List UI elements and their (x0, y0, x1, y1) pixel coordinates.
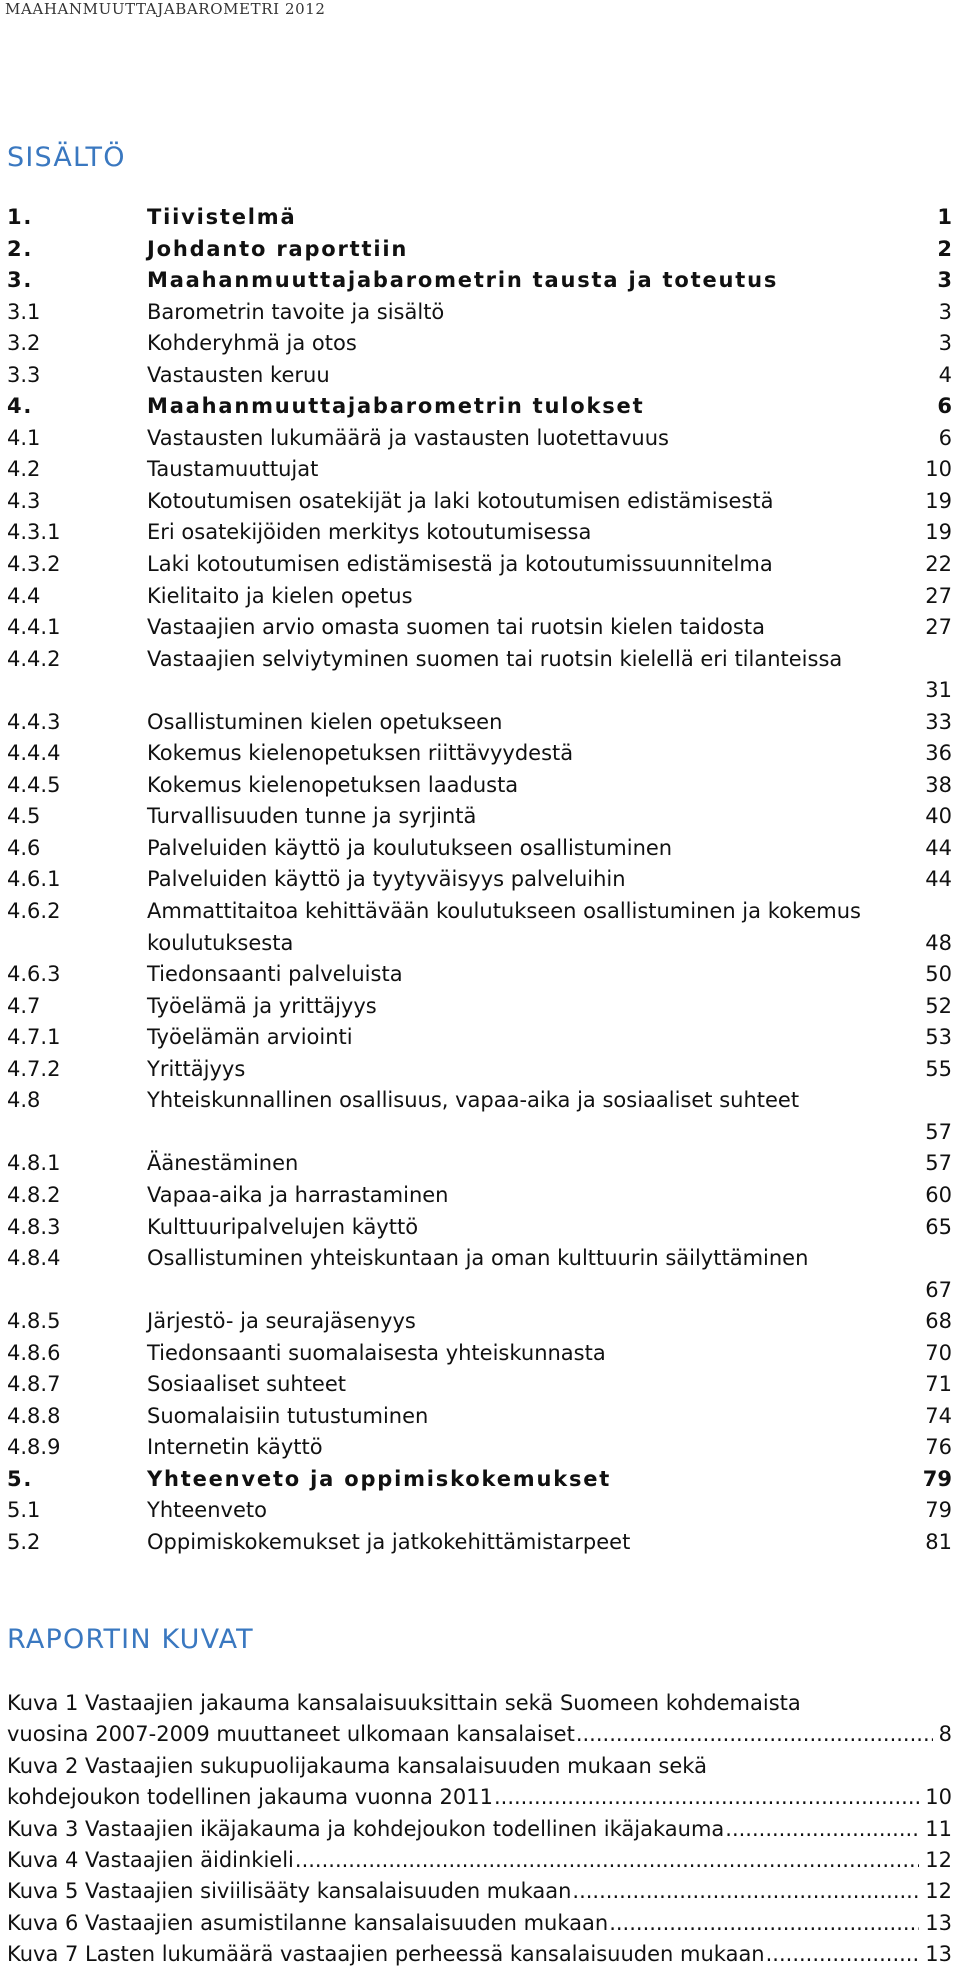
toc-entry-number: 5.1 (7, 1498, 41, 1523)
figure-entry-last-line (7, 1939, 952, 1970)
toc-entry-page: 2 (937, 236, 952, 261)
toc-entry-number: 5. (7, 1466, 34, 1491)
toc-entry-page: 50 (925, 962, 952, 987)
toc-entry-title: Kokemus kielenopetuksen laadusta (147, 772, 519, 797)
toc-entry-title: Yhteiskunnallinen osallisuus, vapaa-aika ja sosiaaliset suhteet (147, 1088, 800, 1113)
running-header: MAAHANMUUTTAJABAROMETRI 2012 (5, 0, 326, 18)
toc-entry-page: 3 (938, 299, 952, 324)
toc-entry-title: Äänestäminen (147, 1151, 299, 1176)
figure-entry-page: 10 (925, 1785, 952, 1810)
figure-entry-title-line: kohdejoukon todellinen jakauma vuonna 2011 (7, 1785, 493, 1810)
figure-entry-last-line (7, 1719, 952, 1750)
figure-entry-title-line: Kuva 3 Vastaajien ikäjakauma ja kohdejoukon todellinen ikäjakauma (7, 1816, 725, 1841)
toc-entry[interactable] (0, 896, 960, 959)
toc-entry[interactable] (0, 801, 960, 833)
toc-entry-number: 4.8.8 (7, 1403, 61, 1428)
toc-entry-title: Yhteenveto ja oppimiskokemukset (147, 1466, 612, 1491)
toc-entry-title: Kielitaito ja kielen opetus (147, 583, 413, 608)
toc-entry-title: Maahanmuuttajabarometrin tausta ja toteutus (147, 268, 779, 293)
toc-entry-title: Turvallisuuden tunne ja syrjintä (147, 804, 477, 829)
toc-entry-number: 4.8.1 (7, 1151, 61, 1176)
toc-entry-page: 31 (925, 678, 952, 703)
toc-entry-number: 4.8.6 (7, 1340, 61, 1365)
toc-entry[interactable] (0, 959, 960, 991)
toc-entry-number: 3. (7, 268, 34, 293)
figure-entry-page: 13 (925, 1942, 952, 1967)
figure-entry-title-line: Kuva 5 Vastaajien siviilisääty kansalaisuuden mukaan (7, 1879, 572, 1904)
figure-entry[interactable] (0, 1845, 960, 1876)
toc-entry[interactable] (0, 1148, 960, 1180)
toc-entry-title: Yrittäjyys (147, 1056, 246, 1081)
toc-entry-page: 44 (925, 867, 952, 892)
toc-entry-title: Palveluiden käyttö ja koulutukseen osallistuminen (147, 835, 673, 860)
toc-entry-page: 10 (925, 457, 952, 482)
toc-entry-number: 4.2 (7, 457, 41, 482)
toc-entry-title: Taustamuuttujat (147, 457, 319, 482)
toc-entry-number: 4.8 (7, 1088, 41, 1113)
toc-entry-number: 4.1 (7, 425, 41, 450)
toc-entry-page: 74 (925, 1403, 952, 1428)
toc-entry-title: Tiedonsaanti palveluista (147, 962, 403, 987)
toc-entry-page: 79 (925, 1498, 952, 1523)
toc-entry-page: 3 (938, 331, 952, 356)
toc-entry-page: 81 (925, 1529, 952, 1554)
toc-entry-title: Työelämä ja yrittäjyys (147, 993, 377, 1018)
toc-entry-number: 4.6.1 (7, 867, 61, 892)
toc-entry[interactable] (0, 1369, 960, 1401)
toc-entry-number: 4.6 (7, 835, 41, 860)
toc-entry-page: 27 (925, 615, 952, 640)
toc-entry[interactable] (0, 1306, 960, 1338)
toc-entry-page: 57 (925, 1151, 952, 1176)
figure-entry-last-line (7, 1908, 952, 1939)
toc-entry-page: 33 (925, 709, 952, 734)
toc-entry-number: 4.4 (7, 583, 41, 608)
dot-leader (576, 1719, 933, 1750)
toc-entry-page: 70 (925, 1340, 952, 1365)
toc-entry-title: Ammattitaitoa kehittävään koulutukseen osallistuminen ja kokemus koulutuksesta (147, 899, 861, 955)
toc-entry-page: 22 (925, 552, 952, 577)
toc-entry[interactable] (0, 1243, 960, 1306)
toc-entry-number: 4.7.1 (7, 1025, 61, 1050)
toc-entry-page: 1 (937, 205, 952, 229)
toc-entry[interactable] (0, 1464, 960, 1496)
toc-entry-number: 4.8.4 (7, 1246, 61, 1271)
figure-entry-last-line (7, 1782, 952, 1813)
toc-entry-page: 36 (925, 741, 952, 766)
toc-entry-number: 5.2 (7, 1529, 41, 1554)
toc-entry-title: Oppimiskokemukset ja jatkokehittämistarpeet (147, 1529, 631, 1554)
figure-entry-page: 13 (925, 1910, 952, 1935)
figure-entry-title-line: Kuva 2 Vastaajien sukupuolijakauma kansalaisuuden mukaan sekä (7, 1753, 707, 1778)
figure-entry-last-line (7, 1876, 952, 1907)
toc-entry-title: Eri osatekijöiden merkitys kotoutumisessa (147, 520, 592, 545)
toc-entry[interactable] (0, 1338, 960, 1370)
toc-entry-page: 55 (925, 1056, 952, 1081)
toc-entry[interactable] (0, 1085, 960, 1148)
toc-entry[interactable] (0, 833, 960, 865)
toc-entry[interactable] (0, 1432, 960, 1464)
toc-entry[interactable] (0, 770, 960, 802)
toc-entry-number: 4.8.9 (7, 1435, 61, 1460)
figure-entry-last-line (7, 1845, 952, 1876)
toc-entry-page: 40 (925, 804, 952, 829)
figure-entry-title-line: vuosina 2007-2009 muuttaneet ulkomaan kansalaiset (7, 1722, 575, 1747)
toc-entry-number: 3.3 (7, 362, 41, 387)
toc-entry-number: 4.3.1 (7, 520, 61, 545)
toc-entry[interactable] (0, 549, 960, 581)
toc-entry[interactable] (0, 707, 960, 739)
toc-entry-page: 79 (922, 1466, 952, 1491)
figures-heading: RAPORTIN KUVAT (7, 1624, 254, 1655)
toc-entry-page: 57 (925, 1119, 952, 1144)
toc-entry-number: 4.7 (7, 993, 41, 1018)
toc-entry-number: 3.2 (7, 331, 41, 356)
toc-entry[interactable] (0, 360, 960, 392)
figure-entry[interactable] (0, 1908, 960, 1939)
toc-entry[interactable] (0, 202, 960, 234)
toc-entry-page: 19 (925, 520, 952, 545)
toc-entry-title: Johdanto raporttiin (147, 236, 409, 261)
figure-entry-title-line: Kuva 1 Vastaajien jakauma kansalaisuuksittain sekä Suomeen kohdemaista (7, 1691, 801, 1715)
figure-entry[interactable] (0, 1876, 960, 1907)
toc-entry-title: Osallistuminen kielen opetukseen (147, 709, 503, 734)
toc-entry-title: Tiedonsaanti suomalaisesta yhteiskunnasta (147, 1340, 606, 1365)
toc-entry-title: Vapaa-aika ja harrastaminen (147, 1182, 449, 1207)
dot-leader (494, 1782, 919, 1813)
figure-entry-title-line: Kuva 7 Lasten lukumäärä vastaajien perheessä kansalaisuuden mukaan (7, 1942, 765, 1967)
toc-entry[interactable] (0, 1054, 960, 1086)
toc-entry[interactable] (0, 991, 960, 1023)
toc-entry-page: 65 (925, 1214, 952, 1239)
toc-entry-title: Työelämän arviointi (147, 1025, 353, 1050)
figure-entry-page: 12 (925, 1847, 952, 1872)
toc-entry-number: 4.4.1 (7, 615, 61, 640)
toc-entry[interactable] (0, 1022, 960, 1054)
toc-entry-number: 4.6.2 (7, 899, 61, 924)
toc-entry-page: 60 (925, 1182, 952, 1207)
toc-entry-number: 4.7.2 (7, 1056, 61, 1081)
toc-entry[interactable] (0, 1527, 960, 1559)
toc-entry-title: Kohderyhmä ja otos (147, 331, 357, 356)
toc-entry-title: Barometrin tavoite ja sisältö (147, 299, 445, 324)
toc-entry[interactable] (0, 486, 960, 518)
toc-entry-number: 4.8.2 (7, 1182, 61, 1207)
toc-entry-title: Vastaajien arvio omasta suomen tai ruotsin kielen taidosta (147, 615, 765, 640)
toc-entry-title: Vastausten keruu (147, 362, 330, 387)
toc-entry-page: 76 (925, 1435, 952, 1460)
toc-entry[interactable] (0, 517, 960, 549)
figure-entry-last-line (7, 1814, 952, 1845)
toc-entry-page: 6 (937, 394, 952, 419)
dot-leader (572, 1876, 919, 1907)
toc-list (0, 202, 960, 1559)
toc-entry[interactable] (0, 581, 960, 613)
toc-entry-number: 4.4.3 (7, 709, 61, 734)
toc-entry-number: 4.3.2 (7, 552, 61, 577)
figure-entry[interactable] (0, 1688, 960, 1751)
toc-entry-number: 3.1 (7, 299, 41, 324)
toc-entry-page: 67 (925, 1277, 952, 1302)
toc-entry-title: Osallistuminen yhteiskuntaan ja oman kulttuurin säilyttäminen (147, 1246, 809, 1271)
toc-entry-number: 4.8.7 (7, 1372, 61, 1397)
toc-entry[interactable] (0, 738, 960, 770)
figure-entry-page: 11 (925, 1816, 952, 1841)
toc-entry-number: 4.4.5 (7, 772, 61, 797)
toc-entry-title: Sosiaaliset suhteet (147, 1372, 346, 1397)
toc-entry-number: 4.8.3 (7, 1214, 61, 1239)
figure-entry-title-line: Kuva 6 Vastaajien asumistilanne kansalaisuuden mukaan (7, 1910, 609, 1935)
dot-leader (295, 1845, 919, 1876)
toc-entry[interactable] (0, 864, 960, 896)
toc-entry[interactable] (0, 612, 960, 644)
toc-entry-page: 71 (925, 1372, 952, 1397)
toc-entry[interactable] (0, 391, 960, 423)
toc-entry-page: 44 (925, 835, 952, 860)
toc-entry[interactable] (0, 423, 960, 455)
toc-entry-title: Järjestö- ja seurajäsenyys (147, 1309, 416, 1334)
toc-entry-number: 4.8.5 (7, 1309, 61, 1334)
toc-heading: SISÄLTÖ (7, 142, 126, 173)
toc-entry-number: 4.4.4 (7, 741, 61, 766)
toc-entry[interactable] (0, 297, 960, 329)
toc-entry-title: Vastausten lukumäärä ja vastausten luotettavuus (147, 425, 669, 450)
toc-entry-title: Suomalaisiin tutustuminen (147, 1403, 429, 1428)
toc-entry-title: Vastaajien selviytyminen suomen tai ruotsin kielellä eri tilanteissa (147, 646, 843, 671)
toc-entry-number: 2. (7, 236, 34, 261)
toc-entry[interactable] (0, 328, 960, 360)
toc-entry[interactable] (0, 1495, 960, 1527)
toc-entry-page: 53 (925, 1025, 952, 1050)
figure-entry-page: 8 (938, 1722, 952, 1747)
toc-entry-title: Tiivistelmä (147, 205, 297, 229)
toc-entry[interactable] (0, 234, 960, 266)
figure-entry[interactable] (0, 1939, 960, 1970)
toc-entry-title: Yhteenveto (147, 1498, 267, 1523)
toc-entry-number: 4.5 (7, 804, 41, 829)
toc-entry-page: 38 (925, 772, 952, 797)
dot-leader (766, 1939, 920, 1970)
toc-entry-title: Kokemus kielenopetuksen riittävyydestä (147, 741, 574, 766)
toc-entry-title: Kulttuuripalvelujen käyttö (147, 1214, 419, 1239)
toc-entry-title: Internetin käyttö (147, 1435, 323, 1460)
toc-entry-number: 4.3 (7, 488, 41, 513)
figure-entry[interactable] (0, 1814, 960, 1845)
toc-entry-title: Palveluiden käyttö ja tyytyväisyys palveluihin (147, 867, 626, 892)
toc-entry-number: 4. (7, 394, 34, 419)
toc-entry-title: Laki kotoutumisen edistämisestä ja kotoutumissuunnitelma (147, 552, 773, 577)
toc-entry-page: 52 (925, 993, 952, 1018)
toc-entry-page: 3 (937, 268, 952, 293)
dot-leader (725, 1814, 919, 1845)
toc-entry[interactable] (0, 1401, 960, 1433)
toc-entry-page: 4 (938, 362, 952, 387)
figures-list (0, 1688, 960, 1971)
toc-entry-page: 6 (938, 425, 952, 450)
figure-entry-page: 12 (925, 1879, 952, 1904)
toc-entry-number: 1. (7, 205, 34, 229)
figure-entry-title-line: Kuva 4 Vastaajien äidinkieli (7, 1847, 294, 1872)
toc-entry-number: 4.6.3 (7, 962, 61, 987)
toc-entry-page: 27 (925, 583, 952, 608)
toc-entry[interactable] (0, 644, 960, 707)
figure-entry[interactable] (0, 1751, 960, 1814)
toc-entry[interactable] (0, 454, 960, 486)
toc-entry[interactable] (0, 265, 960, 297)
toc-entry[interactable] (0, 1180, 960, 1212)
dot-leader (609, 1908, 919, 1939)
toc-entry-title: Maahanmuuttajabarometrin tulokset (147, 394, 645, 419)
toc-entry-number: 4.4.2 (7, 646, 61, 671)
toc-entry-page: 19 (925, 488, 952, 513)
toc-entry[interactable] (0, 1212, 960, 1244)
toc-entry-page: 48 (925, 930, 952, 955)
toc-entry-page: 68 (925, 1309, 952, 1334)
toc-entry-title: Kotoutumisen osatekijät ja laki kotoutumisen edistämisestä (147, 488, 774, 513)
